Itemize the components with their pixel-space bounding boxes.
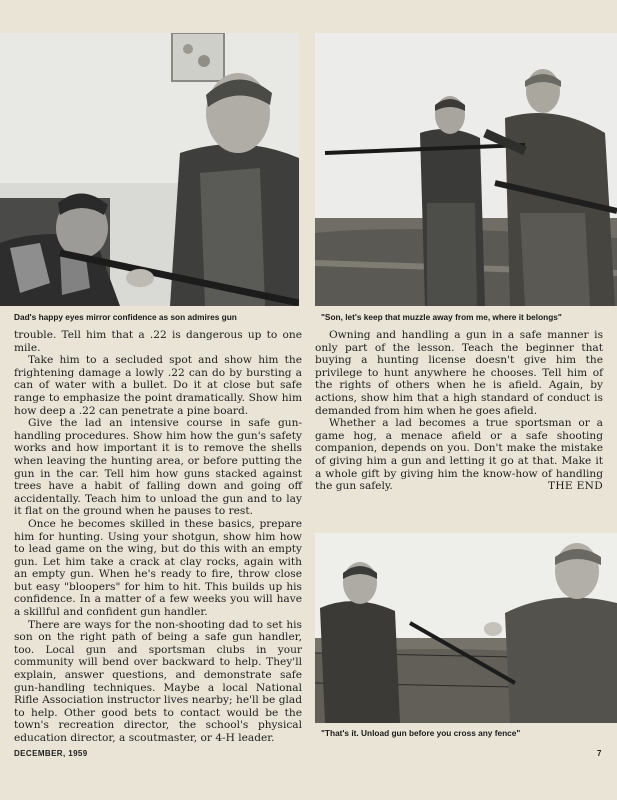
photo-dad-and-son-couch — [0, 33, 299, 306]
the-end-mark: THE END — [547, 480, 603, 493]
photo-caption: "That's it. Unload gun before you cross any fence" — [321, 728, 521, 738]
photo-muzzle-away — [315, 33, 617, 306]
article-column-right — [315, 329, 603, 493]
article-paragraph: Give the lad an intensive course in safe gun-handling procedures. Show him how the gun's safety works and how important it is to remove the shells when leaving the hunting area, or before putting the gun in the car. Tell him how guns stacked against trees have a habit of falling down and going off accidentally. Teach him to unload the gun and to lay it flat on the ground when he pauses to rest. — [14, 417, 302, 518]
photo-unload-at-fence — [315, 533, 617, 723]
article-paragraph: There are ways for the non-shooting dad to set his son on the right path of being a safe gun handler, too. Local gun and sportsman clubs in your community will bend over backward to help. They'll explain, answer questions, and demonstrate safe gun-handling techniques. Maybe a local National Rifle Association instructor lives nearby; he'll be glad to help. Other good bets to contact would be the town's recreation director, the school's physical education director, a scoutmaster, or 4-H leader. — [14, 618, 302, 744]
article-column-left — [14, 329, 302, 745]
article-paragraph-text: Whether a lad becomes a true sportsman or a game hog, a menace afield or a safe shooting companion, depends on you. Don't make the mistake of giving him a gun and letting it go at that. Make it a whole gift by giving him the know-how of handling the gun safely. — [315, 417, 603, 493]
article-paragraph: Take him to a secluded spot and show him the frightening damage a lowly .22 can do by bursting a can of water with a bullet. Do it at close but safe range to emphasize the point dramatically. Show him how deep a .22 can penetrate a pine board. — [14, 354, 302, 417]
photo-caption: "Son, let's keep that muzzle away from me, where it belongs" — [321, 312, 562, 322]
photo-caption: Dad's happy eyes mirror confidence as son admires gun — [14, 312, 237, 322]
page-number: 7 — [597, 749, 602, 758]
article-paragraph: trouble. Tell him that a .22 is dangerous up to one mile. — [14, 329, 302, 354]
article-paragraph: Once he becomes skilled in these basics, prepare him for hunting. Using your shotgun, show him how to lead game on the wing, but do this with an empty gun. Let him take a crack at clay rocks, again with an empty gun. When he's ready to fire, throw close but easy "bloopers" for him to hit. This builds up his confidence. In a matter of a few weeks you will have a skillful and confident gun handler. — [14, 517, 302, 619]
footer-date: DECEMBER, 1959 — [14, 749, 88, 758]
article-paragraph — [315, 417, 603, 493]
article-paragraph: Owning and handling a gun in a safe manner is only part of the lesson. Teach the beginner that buying a hunting license doesn't give him the privilege to hunt anywhere he chooses. Tell him of the rights of others when he is afield. Again, by actions, show him that a high standard of conduct is demanded from him when he goes afield. — [315, 329, 603, 417]
